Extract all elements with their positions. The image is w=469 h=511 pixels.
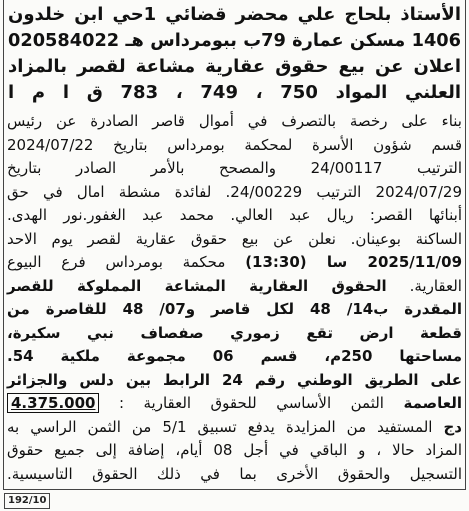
notice-line-16: التسجيل والحقوق الأخرى بما في ذلك الحقوق التاسيسية. (7, 464, 462, 483)
notice-reference-code: 192/10 (4, 493, 50, 509)
auction-venue: محكمة بومرداس فرع البيوع (7, 253, 226, 271)
notice-line-2: قسم شؤون الأسرة لمحكمة بومرداس بتاريخ 2024/07/22 (7, 135, 462, 154)
notice-line-7 (7, 251, 462, 275)
notice-line-11-area: مساحتها 250م، قسم 06 مجموعة ملكية 54. (7, 347, 463, 365)
notice-line-6: الساكنة بوعينان. نعلن عن بيع حقوق عقارية لقصر يوم الاحد (7, 229, 462, 248)
base-price-value: 4.375.000 (7, 393, 99, 413)
notice-line-5: أبنائها القصر: ريال عبد العالي. محمد عبد الغفور.نور الهدى. (7, 206, 462, 224)
deposit-terms: المستفيد من المزايدة يدفع تسبيق 5/1 من الثمن الراسي به (7, 417, 433, 436)
notice-line-14 (7, 416, 462, 440)
header-line-legal-articles: العلني المواد 750 ، 749 ، 783 ق ا م ا (8, 82, 461, 103)
notice-line-15: المزاد حالا ، و الباقي في أجل 08 أيام، إضافة إلى جميع حقوق (7, 441, 463, 459)
notice-header (8, 2, 461, 106)
property-rights-heading: الحقوق العقارية المشاعة المملوكة للقصر (7, 276, 387, 295)
currency-label: دج (443, 417, 462, 436)
notice-line-4: 2024/07/29 الترتيب 24/00229. لفائدة مشطة امال في حق (7, 182, 462, 201)
notice-body (7, 110, 462, 486)
auction-date-time: 2025/11/09 سا (13:30) (245, 253, 462, 271)
notice-line-13-capital: العاصمة (403, 394, 462, 412)
notice-line-1: بناء على رخصة بالتصرف في أموال قاصر الصادرة عن رئيس (7, 112, 462, 130)
notice-line-10-location: قطعة ارض تقع زموري صفصاف نبي سكيرة، (7, 323, 462, 342)
notice-line-8 (7, 275, 462, 299)
notice-line-13 (7, 392, 462, 416)
header-line-address: 1406 مسكن عمارة 79ب ببومرداس هـ 020584022 (8, 31, 461, 51)
header-line-announcement-title: اعلان عن بيع حقوق عقارية مشاعة لقصر بالمزاد (8, 56, 461, 77)
notice-line-12-road: على الطريق الوطني رقم 24 الرابط بين دلس والجزائر (7, 370, 462, 389)
notice-line-8-start: العقارية. (409, 276, 462, 295)
notice-line-3: الترتيب 24/00117 والمصحح بالأمر الصادر بتاريخ (7, 159, 462, 177)
header-line-bailiff-name: الأستاذ بلحاج علي محضر قضائي 1حي ابن خلدون (8, 4, 461, 25)
notice-line-9-shares: المقدرة ب14/ 48 لكل قاصر و07/ 48 للقاصرة من (7, 300, 462, 318)
base-price-label: الثمن الأساسي للحقوق العقارية : (118, 394, 384, 412)
